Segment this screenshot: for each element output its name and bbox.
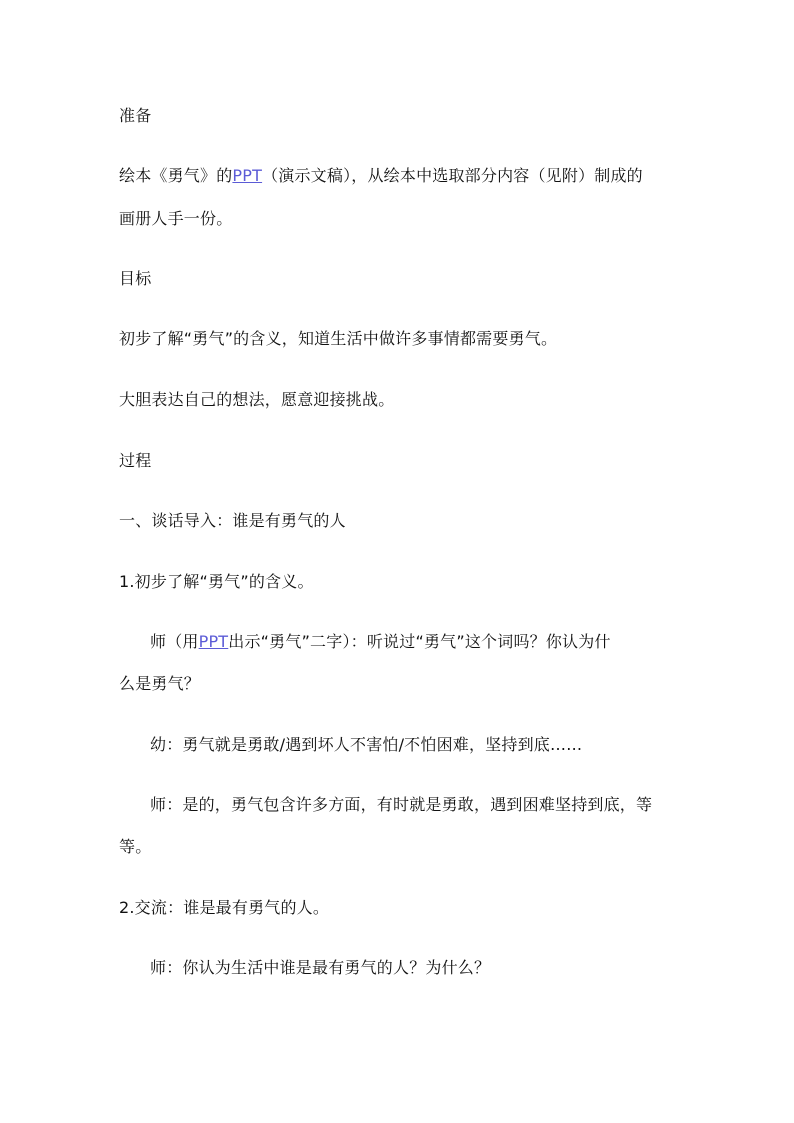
preparation-text-before: 绘本《勇气》的 xyxy=(119,166,233,185)
teacher-question-line-1 xyxy=(150,632,680,652)
teacher-text-before: 师（用 xyxy=(150,632,199,651)
preparation-paragraph-line-1 xyxy=(119,166,679,186)
preparation-text-after: （演示文稿），从绘本中选取部分内容（见附）制成的 xyxy=(262,166,643,185)
goal-item-2: 大胆表达自己的想法，愿意迎接挑战。 xyxy=(119,390,395,409)
goal-item-1: 初步了解“勇气”的含义，知道生活中做许多事情都需要勇气。 xyxy=(119,329,558,348)
ppt-link[interactable]: PPT xyxy=(232,166,263,185)
teacher-question-2: 师：你认为生活中谁是最有勇气的人？为什么？ xyxy=(150,958,491,977)
heading-goal: 目标 xyxy=(119,269,152,288)
teacher-question-line-2: 么是勇气？ xyxy=(119,674,201,693)
heading-process: 过程 xyxy=(119,451,152,470)
step-heading-2: 2.交流：谁是最有勇气的人。 xyxy=(119,898,330,917)
heading-preparation: 准备 xyxy=(119,106,152,125)
ppt-link-2[interactable]: PPT xyxy=(198,632,229,651)
child-answer: 幼：勇气就是勇敢/遇到坏人不害怕/不怕困难，坚持到底…… xyxy=(150,735,583,754)
section-heading-1: 一、谈话导入：谁是有勇气的人 xyxy=(119,511,346,530)
teacher-reply-line-2: 等。 xyxy=(119,837,152,856)
teacher-text-after: 出示“勇气”二字）：听说过“勇气”这个词吗？你认为什 xyxy=(228,632,611,651)
step-heading-1: 1.初步了解“勇气”的含义。 xyxy=(119,572,314,591)
teacher-reply-line-1: 师：是的，勇气包含许多方面，有时就是勇敢，遇到困难坚持到底，等 xyxy=(150,795,653,814)
preparation-paragraph-line-2: 画册人手一份。 xyxy=(119,209,233,228)
